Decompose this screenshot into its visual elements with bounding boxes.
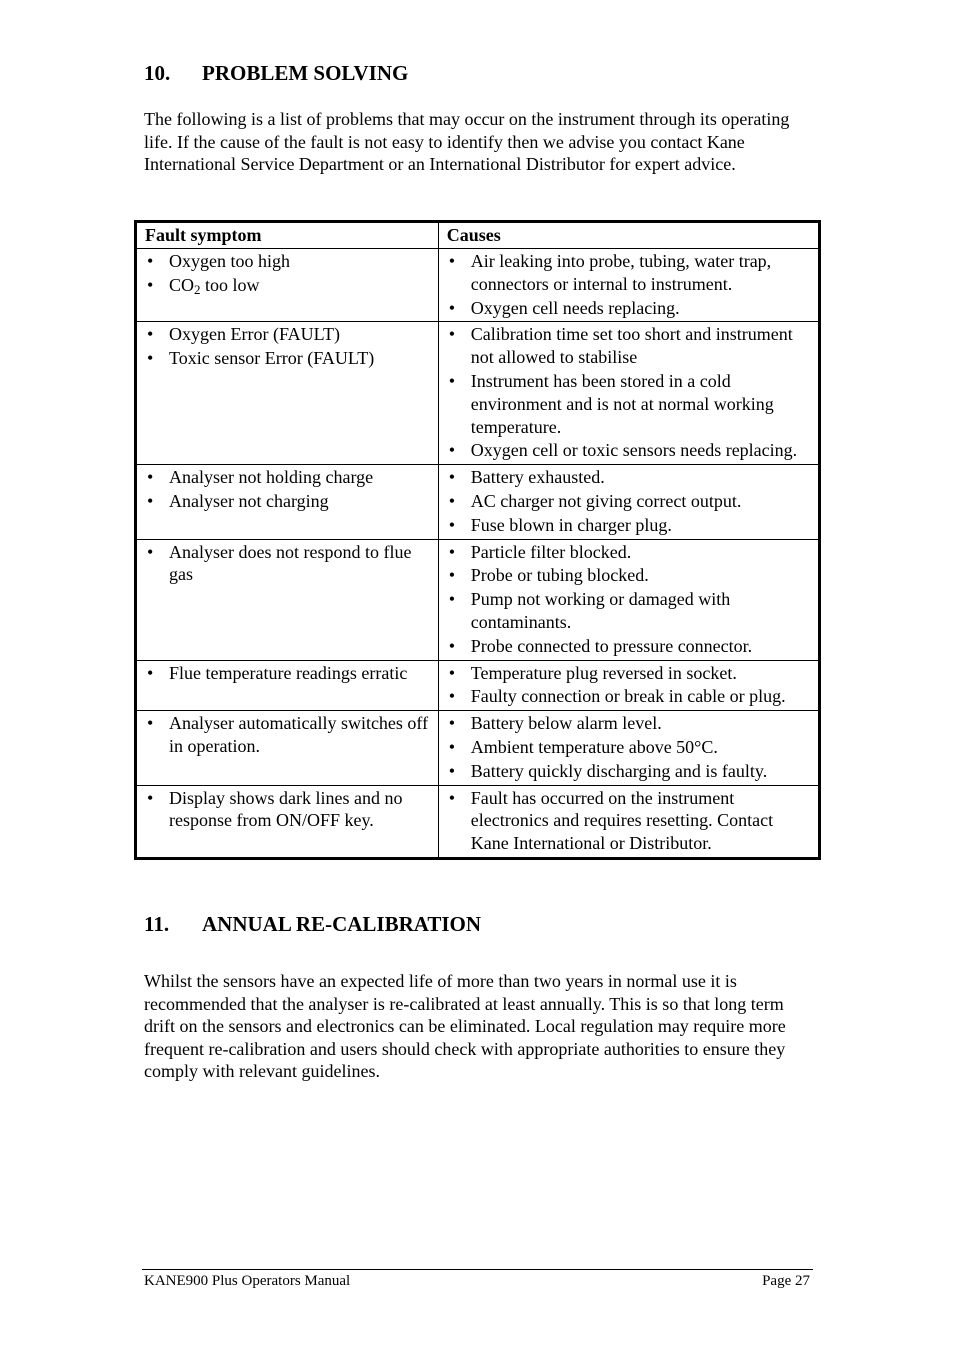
- cause-item: • Battery quickly discharging and is faulty.: [447, 760, 812, 783]
- symptom-item: • Display shows dark lines and no response from ON/OFF key.: [145, 787, 432, 833]
- table-row: [136, 465, 820, 539]
- table-row: [136, 322, 820, 465]
- symptom-list: [137, 249, 438, 299]
- symptom-cell: [136, 539, 439, 660]
- symptom-item: • Toxic sensor Error (FAULT): [145, 347, 432, 370]
- table-header-row: [136, 222, 820, 249]
- symptom-item: • $CO_2$ too low: [145, 274, 432, 297]
- table-row: [136, 249, 820, 322]
- fault-table-body: [136, 249, 820, 859]
- symptom-item: • Analyser not holding charge: [145, 466, 432, 489]
- symptom-item: • Oxygen too high: [145, 250, 432, 273]
- symptom-item: • Oxygen Error (FAULT): [145, 323, 432, 346]
- cause-item: • Fault has occurred on the instrument electronics and requires resetting. Contact Kane International or Distributor.: [447, 787, 812, 855]
- cause-item: • AC charger not giving correct output.: [447, 490, 812, 513]
- annual-recalibration-paragraph: Whilst the sensors have an expected life of more than two years in normal use it is recommended that the analyser is re-calibrated at least annually. This is so that long term drift on the sensors and electronics can be eliminated. Local regulation may require more frequent re-calibration and users should check with appropriate authorities to ensure they comply with relevant guidelines.: [144, 971, 786, 1082]
- symptom-list: [137, 465, 438, 515]
- cause-cell: [438, 249, 819, 322]
- cause-item: • Particle filter blocked.: [447, 541, 812, 564]
- intro-paragraph: The following is a list of problems that may occur on the instrument through its operating life. If the cause of the fault is not easy to identify then we advise you contact Kane International Service Department or an International Distributor for expert advice.: [144, 109, 790, 175]
- cause-list: [439, 786, 818, 857]
- cause-item: • Probe or tubing blocked.: [447, 564, 812, 587]
- cause-item: • Faulty connection or break in cable or plug.: [447, 685, 812, 708]
- cause-list: [439, 711, 818, 784]
- section-10-heading: [144, 61, 408, 85]
- cause-list: [439, 540, 818, 660]
- symptom-list: [137, 540, 438, 589]
- cause-item: • Battery exhausted.: [447, 466, 812, 489]
- table-row: [136, 711, 820, 785]
- section-11-heading: [144, 912, 481, 936]
- symptom-list: [137, 661, 438, 687]
- symptom-item: • Analyser automatically switches off in operation.: [145, 712, 432, 758]
- cause-item: • Temperature plug reversed in socket.: [447, 662, 812, 685]
- cause-cell: [438, 465, 819, 539]
- symptom-cell: [136, 660, 439, 711]
- section-title: PROBLEM SOLVING: [202, 61, 409, 85]
- symptom-cell: [136, 249, 439, 322]
- table-row: [136, 785, 820, 858]
- cause-item: • Probe connected to pressure connector.: [447, 635, 812, 658]
- section-title: ANNUAL RE-CALIBRATION: [202, 912, 482, 936]
- symptom-cell: [136, 711, 439, 785]
- cause-list: [439, 322, 818, 464]
- cause-cell: [438, 711, 819, 785]
- cause-list: [439, 465, 818, 538]
- footer-divider: [142, 1269, 813, 1270]
- section-number: 10.: [144, 61, 171, 85]
- cause-item: • Oxygen cell needs replacing.: [447, 297, 812, 320]
- cause-item: • Calibration time set too short and instrument not allowed to stabilise: [447, 323, 812, 369]
- fault-table: [134, 220, 821, 860]
- cause-item: • Air leaking into probe, tubing, water trap, connectors or internal to instrument.: [447, 250, 812, 296]
- cause-cell: [438, 785, 819, 858]
- symptom-list: [137, 711, 438, 760]
- cause-cell: [438, 539, 819, 660]
- cause-item: • Pump not working or damaged with contaminants.: [447, 588, 812, 634]
- cause-item: • Fuse blown in charger plug.: [447, 514, 812, 537]
- cause-cell: [438, 322, 819, 465]
- table-row: [136, 539, 820, 660]
- cause-item: • Oxygen cell or toxic sensors needs replacing.: [447, 439, 812, 462]
- symptom-item: • Analyser does not respond to flue gas: [145, 541, 432, 587]
- symptom-cell: [136, 465, 439, 539]
- symptom-item: • Analyser not charging: [145, 490, 432, 513]
- footer-manual-title: KANE900 Plus Operators Manual: [144, 1273, 351, 1289]
- symptom-item: • Flue temperature readings erratic: [145, 662, 432, 685]
- cause-list: [439, 661, 818, 711]
- cause-item: • Battery below alarm level.: [447, 712, 812, 735]
- cause-cell: [438, 660, 819, 711]
- symptom-cell: [136, 322, 439, 465]
- cause-item: • Ambient temperature above 50°C.: [447, 736, 812, 759]
- section-number: 11.: [144, 912, 170, 936]
- table-row: [136, 660, 820, 711]
- cause-item: • Instrument has been stored in a cold environment and is not at normal working temperature.: [447, 370, 812, 438]
- header-causes: Causes: [438, 222, 819, 249]
- header-fault-symptom: Fault symptom: [136, 222, 439, 249]
- symptom-list: [137, 786, 438, 835]
- cause-list: [439, 249, 818, 321]
- footer-page-number: Page 27: [762, 1273, 810, 1289]
- symptom-cell: [136, 785, 439, 858]
- symptom-list: [137, 322, 438, 372]
